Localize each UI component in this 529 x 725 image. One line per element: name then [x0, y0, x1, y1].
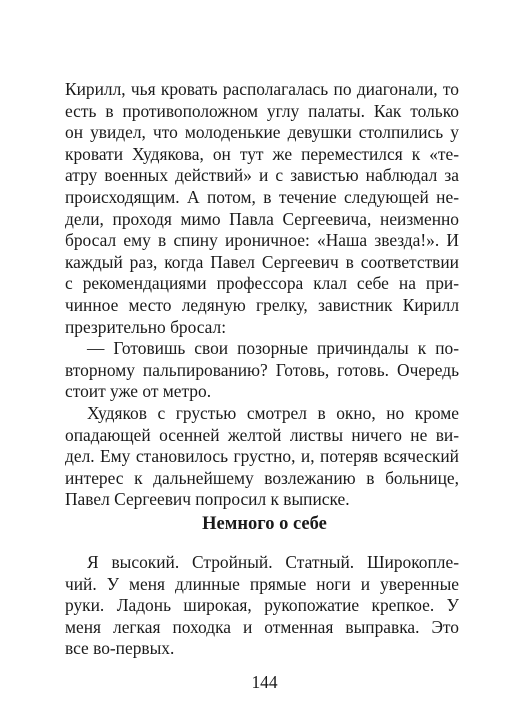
text-line: каждый раз, когда Павел Сергеевич в соответствии — [65, 251, 459, 272]
text-line: меня легкая походка и отменная выправка. Это — [65, 616, 459, 637]
page-number: 144 — [251, 672, 278, 692]
text-line: дели, проходя мимо Павла Сергеевича, неизменно — [65, 208, 459, 229]
text-line: стоит уже от метро. — [65, 381, 212, 402]
paragraph-first-line: Худяков с грустью смотрел в окно, но кроме — [87, 402, 459, 423]
text-line: чинное место ледяную грелку, завистник Кирилл — [65, 294, 459, 315]
text-line: дел. Ему становилось грустно, и, потеряв всяческий — [65, 446, 459, 467]
text-line: кровати Худякова, он тут же переместился к «те- — [65, 143, 459, 164]
text-line: он увидел, что молоденькие девушки столпились у — [65, 122, 459, 143]
text-line: есть в противоположном углу палаты. Как только — [65, 100, 459, 121]
text-line: чий. У меня длинные прямые ноги и уверенные — [65, 573, 459, 594]
dialogue-line: — Готовишь свои позорные причиндалы к по- — [87, 338, 459, 359]
text-line: атру военных действий» и с завистью наблюдал за — [65, 165, 459, 186]
text-line: Кирилл, чья кровать располагалась по диагонали, то — [65, 79, 459, 99]
text-line: происходящим. А потом, в течение следующей не- — [65, 186, 459, 207]
paragraph-first-line: Я высокий. Стройный. Статный. Широкопле- — [87, 552, 459, 572]
text-line: руки. Ладонь широкая, рукопожатие крепкое. У — [65, 595, 459, 616]
text-line: опадающей осенней желтой листвы ничего не ви- — [65, 424, 459, 445]
text-line: вторному пальпированию? Готовь, готовь. Очередь — [65, 359, 459, 380]
text-line: интерес к дальнейшему возлежанию в больнице, — [65, 467, 459, 488]
text-line: Павел Сергеевич попросил к выписке. — [65, 489, 350, 510]
text-line: все во-первых. — [65, 638, 175, 659]
text-line: с рекомендациями профессора клал себе на при- — [65, 273, 459, 294]
text-line: бросал ему в спину ироничное: «Наша звезда!». И — [65, 230, 459, 251]
section-text-block — [65, 552, 459, 660]
section-title: Немного о себе — [202, 514, 327, 534]
main-text-block — [65, 79, 459, 511]
text-line: презрительно бросал: — [65, 316, 227, 337]
